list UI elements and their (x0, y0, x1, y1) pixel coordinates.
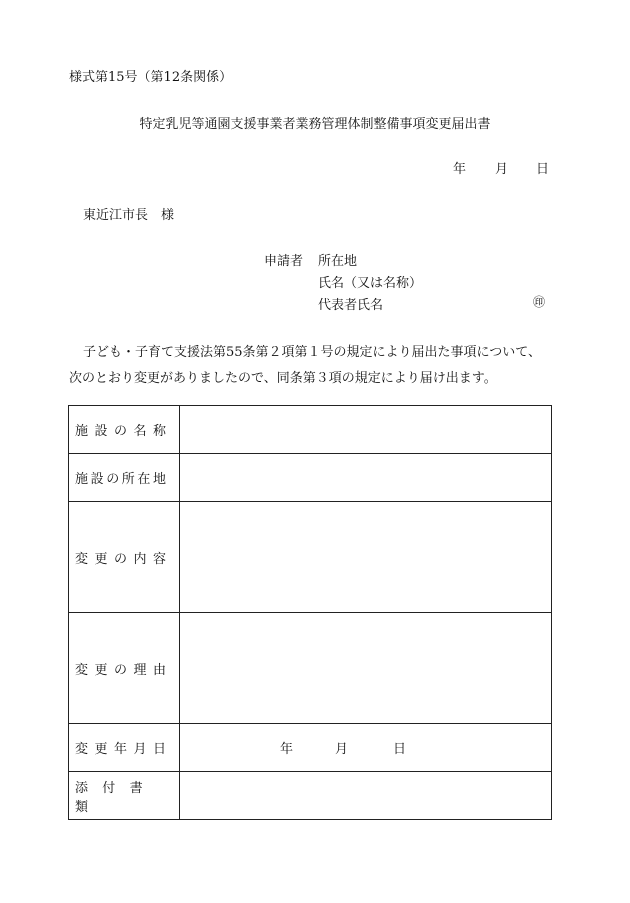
row-value-field[interactable] (180, 502, 552, 613)
change-date-field[interactable] (180, 724, 552, 772)
addressee: 東近江市長 様 (83, 208, 175, 223)
row-value-field[interactable] (180, 613, 552, 724)
representative-label: 代表者氏名 (318, 298, 384, 313)
seal-mark: ㊞ (533, 295, 546, 309)
row-label: 変更の理由 (69, 613, 180, 724)
form-number: 様式第15号（第12条関係） (69, 70, 233, 85)
table-row (69, 406, 552, 454)
table-row (69, 724, 552, 772)
table-row (69, 772, 552, 820)
change-date-month-label: 月 (335, 742, 349, 757)
date-year-label: 年 (453, 162, 467, 177)
body-text (69, 340, 542, 392)
document-title: 特定乳児等通園支援事業者業務管理体制整備事項変更届出書 (139, 117, 491, 132)
applicant-role: 申請者 (264, 254, 304, 269)
date-month-label: 月 (495, 162, 509, 177)
row-label: 変更年月日 (69, 724, 180, 772)
row-value-field[interactable] (180, 772, 552, 820)
row-label: 変更の内容 (69, 502, 180, 613)
table-row (69, 613, 552, 724)
form-table (68, 405, 552, 820)
date-day-label: 日 (536, 162, 550, 177)
change-date-day-label: 日 (393, 742, 407, 757)
body-line-2: 次のとおり変更がありましたので、同条第３項の規定により届け出ます。 (69, 371, 497, 386)
change-date-year-label: 年 (280, 742, 294, 757)
name-label: 氏名（又は名称） (318, 276, 423, 291)
body-line-1: 子ども・子育て支援法第55条第２項第１号の規定により届出た事項について、 (83, 345, 542, 360)
row-value-field[interactable] (180, 454, 552, 502)
row-value-field[interactable] (180, 406, 552, 454)
row-label: 添付書類 (69, 772, 180, 820)
table-row (69, 454, 552, 502)
row-label: 施設の所在地 (69, 454, 180, 502)
row-label: 施設の名称 (69, 406, 180, 454)
table-row (69, 502, 552, 613)
address-label: 所在地 (318, 254, 358, 269)
